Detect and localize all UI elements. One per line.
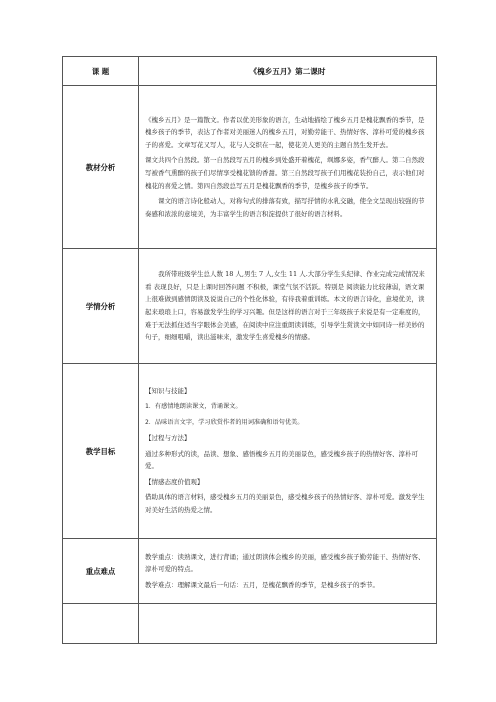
key-point-item: 教学重点：读熟课文，进行背诵；通过朗读体会槐乡的美丽，感受槐乡孩子勤劳能干、热情好客、淳朴可爱的特点。 [145, 552, 425, 574]
lesson-plan-table [62, 56, 437, 644]
student-analysis-text: 我所带班级学生总人数 18 人,男生 7 人,女生 11 人.大部分学生头纪律、作业完成完成情况来看 表现良好，只是上课时回答问题 不积极，课堂气氛不活跃。特别是 阅读能力比较薄弱，语文课上很难做到感情朗读及说说自己的个性化体验，有待我着重训练。本文的语言诗化，意境优美，读起来琅琅上口，容易激发学生的学习兴趣。但是这样的语言对于三年级孩子来说是有一定难度的，难于无法抓住适当宇眼体会美感，在阅读中应注重朗读训练，引导学生赏读文中如同诗一样美妙的句子，细细咀嚼，读出滋味来，激发学生喜爱槐乡的情感。 [145, 270, 425, 342]
material-analysis-label: 教材分析 [63, 86, 139, 249]
student-analysis-content [139, 249, 437, 364]
goal-heading: 【情感态度价值观】 [145, 477, 204, 486]
teaching-goals-label: 教学目标 [63, 364, 139, 539]
teaching-goals-row [63, 364, 437, 539]
material-analysis-content [139, 86, 437, 249]
topic-label: 课 题 [63, 57, 139, 86]
lesson-plan-document [62, 56, 437, 644]
material-paragraph: 《槐乡五月》是一篇散文。作者以优美形象的语言，生动地描绘了槐乡五月是槐花飘香的季节，是槐乡孩子的季节，表达了作者对美丽迷人的槐乡五月，对勤劳能干、热情好客、淳朴可爱的槐乡孩子的喜爱。文章写花又写人，花与人交织在一起，使花美人更美的主题自然生发开去。 [145, 115, 425, 149]
header-row [63, 57, 437, 86]
key-points-label: 重点难点 [63, 539, 139, 604]
blank-content-cell [139, 604, 437, 644]
material-paragraph: 课文的语言诗化般动人，对称句式的排落有致，描写抒情的水乳交融，使全文呈现出较强的节奏感和浓浓的意境美，为丰富学生的语言积淀提供了很好的语言材料。 [145, 197, 425, 218]
lesson-title: 《槐乡五月》第二课时 [139, 57, 437, 86]
key-points-row [63, 539, 437, 604]
goal-item: 借助具体的语言材料，感受槐乡五月的美丽景色，感受槐乡孩子的热情好客、淳朴可爱。激发学生对美好生活的热爱之情。 [145, 493, 425, 515]
blank-label-cell [63, 604, 139, 644]
student-analysis-row [63, 249, 437, 364]
material-analysis-row [63, 86, 437, 249]
goal-item: 2．品味语言文字，学习欣赏作者的用词准确和语句优美。 [145, 418, 304, 426]
blank-row [63, 604, 437, 644]
goal-item: 通过多种形式的读，品读、想象、感悟槐乡五月的美丽景色，感受槐乡孩子的热情好客、淳朴可爱。 [145, 449, 418, 471]
material-paragraph: 课文共四个自然段。第一自然段写五月的槐乡到处盛开着槐花，飒娜多姿，香气醉人。第二自然段写被香气熏醉的孩子们尽情享受槐花馈的香甜。第三自然段写孩子们用槐花装扮自己，表示他们对槐花的喜爱之情。第四自然段总写五月是槐花飘香的季节，是槐乡孩子的季节。 [145, 156, 425, 190]
goal-item: 1．有感情地朗读课文，背诵课文。 [145, 402, 242, 410]
key-points-content [139, 539, 437, 604]
goal-heading: 【知识与技能】 [145, 387, 191, 396]
key-point-item: 教学难点：理解课文最后一句话：五月，是槐花飘香的季节，是槐乡孩子的季节。 [145, 580, 379, 589]
goal-heading: 【过程与方法】 [145, 434, 191, 443]
teaching-goals-content [139, 364, 437, 539]
student-analysis-label: 学情分析 [63, 249, 139, 364]
